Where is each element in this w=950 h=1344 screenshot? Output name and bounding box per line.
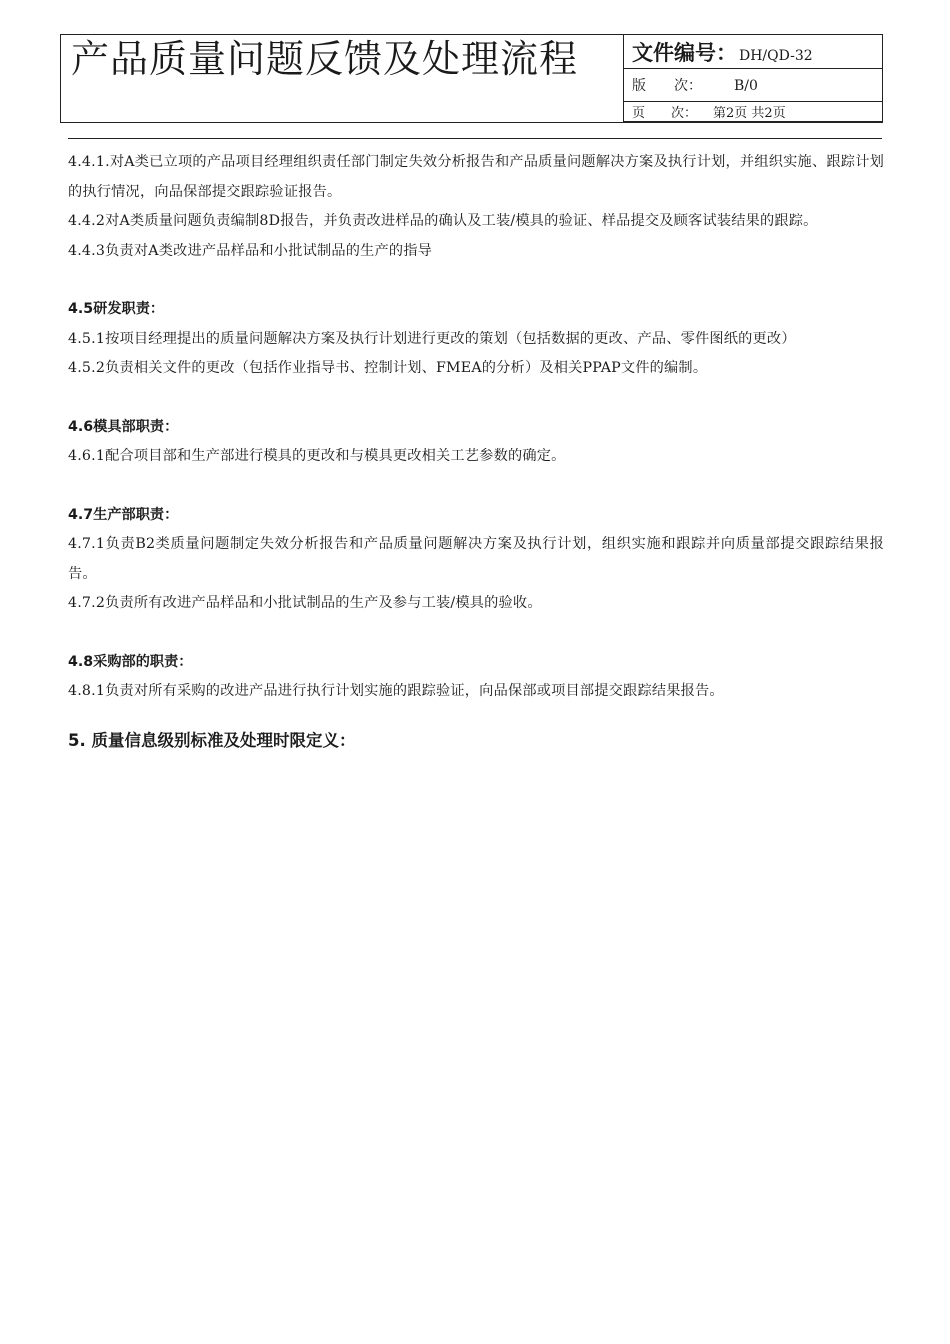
paragraph-4-6-1: 4.6.1配合项目部和生产部进行模具的更改和与模具更改相关工艺参数的确定。 — [68, 448, 566, 464]
file-number-cell — [624, 35, 883, 69]
paragraph-4-7-1: 4.7.1负责B2类质量问题制定失效分析报告和产品质量问题解决方案及执行计划，组织实施和跟踪并向质量部提交跟踪结果报告。 — [68, 536, 884, 582]
version-value: B/0 — [734, 78, 758, 95]
page-cell — [624, 101, 883, 121]
heading-5: 5. 质量信息级别标准及处理时限定义： — [68, 730, 356, 750]
file-number-label: 文件编号： — [632, 40, 737, 65]
version-cell — [624, 69, 883, 101]
header-info-table — [623, 34, 883, 122]
header-divider — [68, 138, 882, 139]
heading-4-8: 4.8采购部的职责： — [68, 653, 193, 670]
page-value: 第2页 共2页 — [713, 105, 786, 121]
paragraph-4-4-2: 4.4.2对A类质量问题负责编制8D报告，并负责改进样品的确认及工装/模具的验证、样品提交及顾客试装结果的跟踪。 — [68, 213, 818, 229]
document-title: 产品质量问题反馈及处理流程 — [71, 37, 579, 81]
paragraph-4-4-1: 4.4.1.对A类已立项的产品项目经理组织责任部门制定失效分析报告和产品质量问题解决方案及执行计划，并组织实施、跟踪计划的执行情况，向品保部提交跟踪验证报告。 — [68, 154, 884, 200]
heading-4-6: 4.6模具部职责： — [68, 418, 179, 435]
paragraph-4-7-2: 4.7.2负责所有改进产品样品和小批试制品的生产及参与工装/模具的验收。 — [68, 595, 542, 611]
heading-4-5: 4.5研发职责： — [68, 301, 165, 317]
paragraph-4-8-1: 4.8.1负责对所有采购的改进产品进行执行计划实施的跟踪验证，向品保部或项目部提交跟踪结果报告。 — [68, 683, 724, 699]
file-number-value: DH/QD-32 — [739, 47, 813, 64]
paragraph-4-5-1: 4.5.1按项目经理提出的质量问题解决方案及执行计划进行更改的策划（包括数据的更改、产品、零件图纸的更改） — [68, 330, 796, 347]
document-header — [60, 34, 883, 123]
paragraph-4-4-3: 4.4.3负责对A类改进产品样品和小批试制品的生产的指导 — [68, 242, 433, 259]
version-label: 版 次： — [632, 78, 702, 95]
document-body — [68, 148, 884, 755]
paragraph-4-5-2: 4.5.2负责相关文件的更改（包括作业指导书、控制计划、FMEA的分析）及相关PPAP文件的编制。 — [68, 360, 708, 376]
heading-4-7: 4.7生产部职责： — [68, 506, 179, 523]
page-label: 页 次： — [632, 105, 698, 121]
